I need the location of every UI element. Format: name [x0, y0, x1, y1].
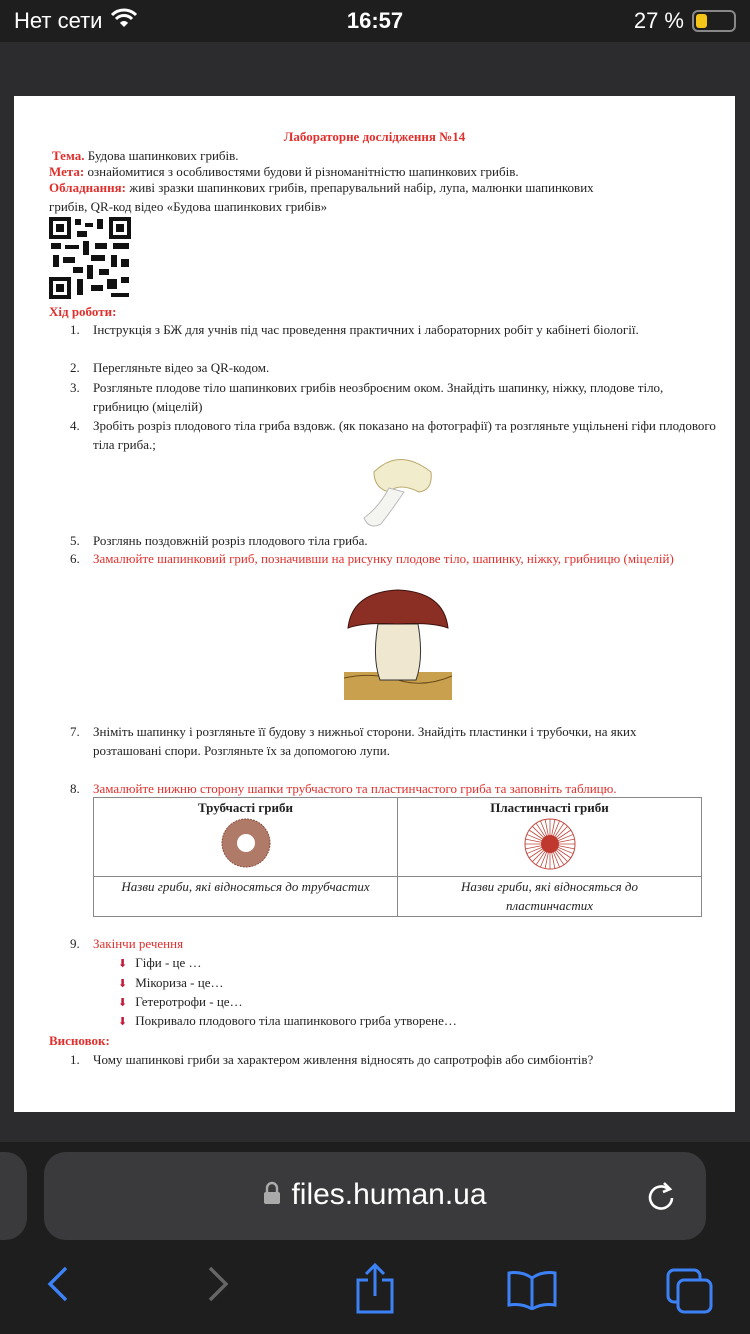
tema-label: Тема.: [52, 148, 85, 163]
meta-label: Мета:: [49, 164, 85, 179]
browser-toolbar: [0, 1262, 750, 1322]
bullet-item: ⬇ Гетеротрофи - це…: [118, 994, 243, 1009]
qr-code[interactable]: [49, 217, 131, 299]
carrier: Нет сети: [14, 8, 103, 33]
bullet-item: ⬇ Мікориза - це…: [118, 975, 224, 990]
address-bar[interactable]: [44, 1152, 706, 1240]
clock: 16:57: [346, 8, 404, 33]
status-bar: [0, 0, 750, 42]
equip-text-2: грибів, QR-код відео «Будова шапинкових грибів»: [49, 199, 328, 214]
tema-text: Будова шапинкових грибів.: [84, 148, 239, 163]
reload-icon[interactable]: [646, 1180, 678, 1219]
col-tubular: Трубчасті гриби: [197, 800, 294, 815]
equip-label: Обладнання:: [49, 180, 126, 195]
equip-text: живі зразки шапинкових грибів, препарувальний набір, лупа, малюнки шапинкових: [126, 180, 594, 195]
doc-title: Лабораторне дослідження №14: [283, 129, 466, 144]
arrow-bullet-icon: ⬇: [118, 978, 128, 990]
arrow-bullet-icon: ⬇: [118, 997, 128, 1009]
document-page: Лабораторне дослідження №14 Тема. Будова шапинкових грибів. Мета: ознайомитися з особливостями будови й різноманітністю шапинкових грибів. Обладнання: живі зразки шапинкових грибів, препарувальний набір, лупа, малюнки шапинкових грибів, QR-код відео «Будова шапинкових грибів» Хід роботи: 1. Інструкція з БЖ для учнів під час проведення практичних і лабораторних робіт у кабінеті біології. 2. Перегляньте відео за QR-кодом. 3. Розгляньте плодове тіло шапинкових грибів неозброєним оком. Знайдіть шапинку, ніжку, плодове тіло, грибницю (міцелій) 4. Зробіть розріз плодового тіла гриба вздовж. (як показано на фотографії) та розгляньте ущільнені гіфи плодового тіла гриба.; 5. Розглянь поздовжній розріз плодового тіла гриба. 6. Замалюйте шапинковий гриб, позначивши на рисунку плодове тіло, шапинку, ніжку, грибницю (міцелій) 7. Зніміть шапинку і розгляньте її будову з нижньої сторони. Знайдіть пластинки і трубочки, на яких розташовані спори. Розгляньте їх за допомогою лупи. 8. Замалюйте нижню сторону шапки трубчастого та пластинчастого гриба та заповніть таблицю. Трубчасті гриби Пластинчасті гриби Назви гриби, які відносяться до трубчастих Назви гриби, які відносяться до пластинчастих 9. Закінчи речення ⬇ Гіфи - це … ⬇ Мікориза - це… ⬇ Гетеротрофи - це… ⬇ Покривало плодового тіла шапинкового гриба утворене… Висновок: 1. Чому шапинкові гриби за характером живлення відносять до сапротрофів або симбіонтів?: [14, 96, 735, 1112]
col-lamellar: Пластинчасті гриби: [490, 800, 609, 815]
arrow-bullet-icon: ⬇: [118, 1016, 128, 1028]
tabs-icon[interactable]: [666, 1268, 714, 1319]
bookmarks-icon[interactable]: [506, 1270, 558, 1315]
meta-text: ознайомитися з особливостями будови й різноманітністю шапинкових грибів.: [84, 164, 519, 179]
url-text: files.human.ua: [291, 1178, 487, 1211]
back-icon[interactable]: [44, 1262, 72, 1311]
lamellar-names-cell[interactable]: Назви гриби, які відносяться до пластинчастих: [398, 877, 702, 917]
lamellar-cap-icon: [523, 817, 577, 871]
mushroom-table: [93, 797, 702, 917]
forward-icon[interactable]: [204, 1262, 232, 1311]
bullet-item: ⬇ Покривало плодового тіла шапинкового гриба утворене…: [118, 1013, 457, 1028]
arrow-bullet-icon: ⬇: [118, 958, 128, 970]
battery-percent: 27 %: [633, 8, 684, 33]
conclusion-label: Висновок:: [49, 1033, 110, 1048]
lock-icon: [263, 1179, 281, 1213]
battery-icon: [692, 10, 736, 32]
mushroom-drawing: [342, 588, 454, 704]
previous-tab-pill[interactable]: [0, 1152, 27, 1240]
tubular-cap-icon: [220, 817, 272, 869]
tubular-names-cell[interactable]: Назви гриби, які відносяться до трубчастих: [94, 877, 398, 917]
mushroom-cut-image: [359, 452, 439, 536]
share-icon[interactable]: [354, 1262, 396, 1319]
bullet-item: ⬇ Гіфи - це …: [118, 955, 202, 970]
progress-label: Хід роботи:: [49, 304, 117, 319]
